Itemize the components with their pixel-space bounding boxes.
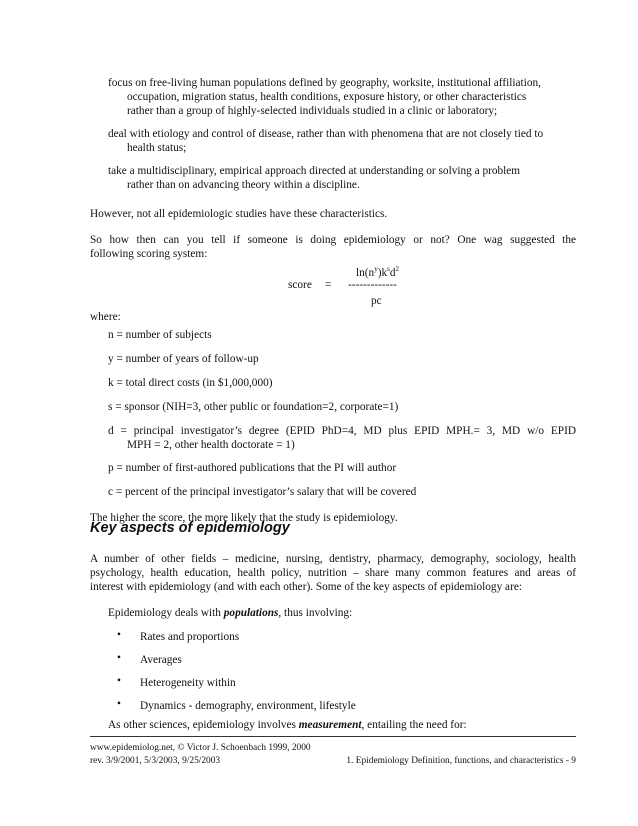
bullet-marker: • [117, 675, 121, 687]
bullet-item-rates: Rates and proportions [140, 631, 240, 643]
definition-c: c = percent of the principal investigator’s salary that will be covered [108, 486, 417, 498]
where-label: where: [90, 311, 121, 323]
paragraph-fields-line-3: interest with epidemiology (and with each other). Some of the key aspects of epidemiology are: [90, 581, 522, 593]
footer-revision: rev. 3/9/2001, 5/3/2003, 9/25/2003 [90, 756, 221, 766]
bullet-item-averages: Averages [140, 654, 182, 666]
bullet-item-dynamics: Dynamics - demography, environment, lifestyle [140, 700, 356, 712]
formula-fraction-bar: ------------- [348, 279, 397, 291]
footer-page-info: 1. Epidemiology Definition, functions, and characteristics - 9 [346, 756, 576, 766]
measurement-emphasis: measurement [298, 719, 362, 731]
bullet-marker: • [117, 698, 121, 710]
intro-item-2-line-2: health status; [127, 142, 187, 154]
definition-d-line-2: MPH = 2, other health doctorate = 1) [127, 439, 295, 451]
intro-item-3-line-1: take a multidisciplinary, empirical approach directed at understanding or solving a problem [108, 165, 521, 177]
definition-k: k = total direct costs (in $1,000,000) [108, 377, 273, 389]
formula-numerator: $\ln(n^y)k^sd^2$ [356, 265, 400, 279]
bullet-item-heterogeneity: Heterogeneity within [140, 677, 236, 689]
intro-item-2-line-1: deal with etiology and control of disease, rather than with phenomena that are not closely tied to [108, 128, 544, 140]
bullet-marker: • [117, 629, 121, 641]
definition-d-line-1: d = principal investigator’s degree (EPID PhD=4, MD plus EPID MPH.= 3, MD w/o EPID [108, 425, 576, 437]
paragraph-fields-line-1: A number of other fields – medicine, nursing, dentistry, pharmacy, demography, sociology, health [90, 553, 576, 565]
paragraph-fields-line-2: psychology, health education, health policy, nutrition – share many common features and areas of [90, 567, 576, 579]
measurement-line: As other sciences, epidemiology involves measurement, entailing the need for: [108, 719, 467, 731]
definition-p: p = number of first-authored publications that the PI will author [108, 462, 397, 474]
populations-emphasis: populations [223, 607, 279, 619]
intro-item-1-line-2: occupation, migration status, health conditions, exposure history, or other characteristics [127, 91, 527, 103]
paragraph-higher-score: The higher the score, the more likely that the study is epidemiology. [90, 512, 398, 524]
intro-item-1-line-1: focus on free-living human populations defined by geography, worksite, institutional affiliation, [108, 77, 541, 89]
section-heading: Key aspects of epidemiology [90, 520, 290, 536]
footer-rule [90, 736, 576, 737]
populations-line: Epidemiology deals with populations, thus involving: [108, 607, 353, 619]
definition-n: n = number of subjects [108, 329, 212, 341]
formula-denominator: pc [371, 295, 382, 307]
intro-item-3-line-2: rather than on advancing theory within a discipline. [127, 179, 360, 191]
formula-equals: = [325, 279, 332, 291]
paragraph-scoring-line-1: So how then can you tell if someone is doing epidemiology or not? One wag suggested the [90, 234, 576, 246]
paragraph-scoring-line-2: following scoring system: [90, 248, 208, 260]
bullet-marker: • [117, 652, 121, 664]
formula-score-label: score [288, 279, 312, 291]
paragraph-not-all: However, not all epidemiologic studies have these characteristics. [90, 208, 388, 220]
intro-item-1-line-3: rather than a group of highly-selected individuals studied in a clinic or laboratory; [127, 105, 498, 117]
definition-s: s = sponsor (NIH=3, other public or foundation=2, corporate=1) [108, 401, 399, 413]
definition-y: y = number of years of follow-up [108, 353, 259, 365]
footer-copyright: www.epidemiolog.net, © Victor J. Schoenbach 1999, 2000 [90, 743, 311, 753]
